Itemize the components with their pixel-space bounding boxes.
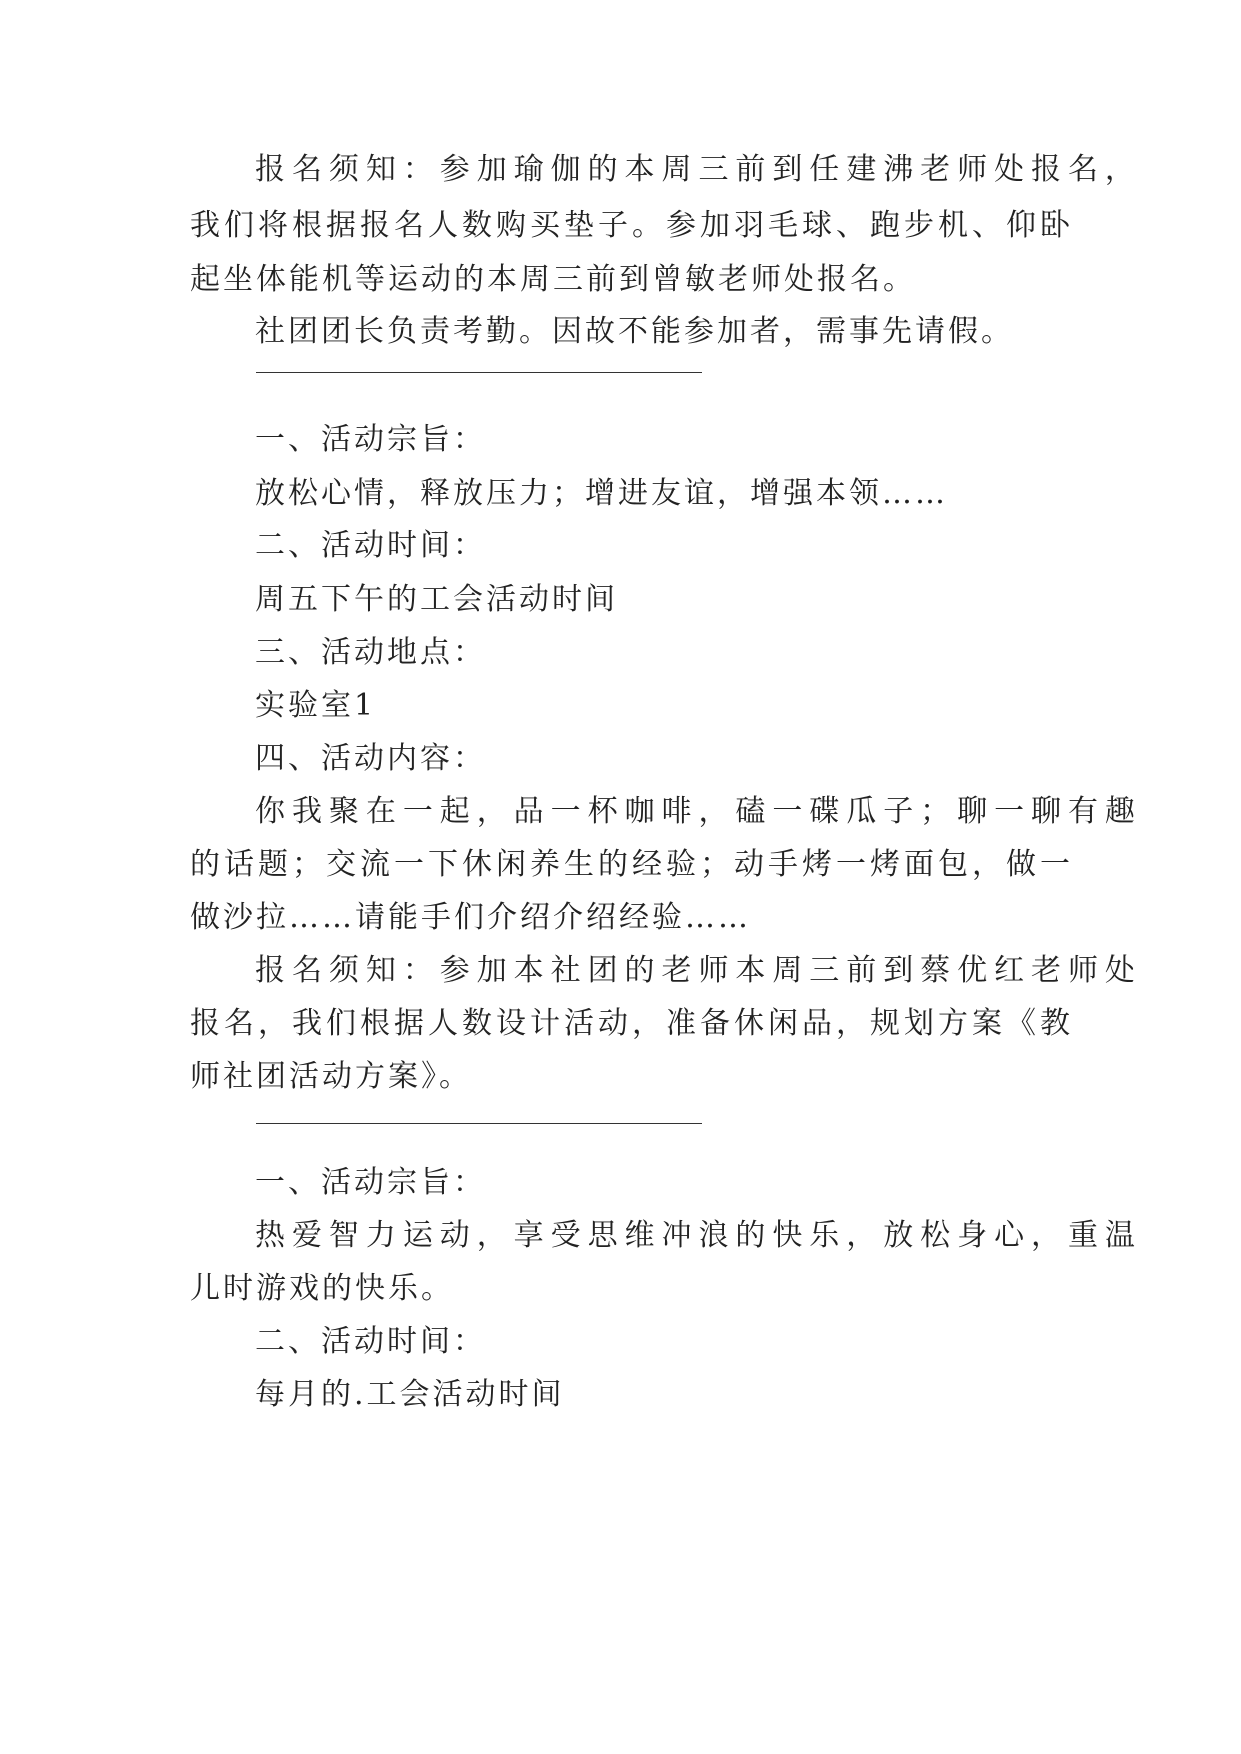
- text-line: 热 爱 智 力 运 动 ， 享 受 思 维 冲 浪 的 快 乐 ， 放 松 身 心 ， 重 温: [255, 1218, 1135, 1253]
- heading-time: 二、活动时间：: [255, 1324, 486, 1359]
- heading-location: 三、活动地点：: [255, 635, 486, 670]
- text-line: 起坐体能机等运动的本周三前到曾敏老师处报名。: [190, 262, 916, 297]
- text-line: 社团团长负责考勤。因故不能参加者，需事先请假。: [255, 314, 1014, 349]
- text-line: 你 我 聚 在 一 起 ， 品 一 杯 咖 啡 ， 磕 一 碟 瓜 子 ； 聊 一 聊 有 趣: [255, 794, 1135, 829]
- text-line: 师社团活动方案》。: [190, 1059, 472, 1094]
- text-line: 每月的.工会活动时间: [255, 1377, 565, 1412]
- section-divider: [256, 1123, 702, 1124]
- text-line: 做沙拉……请能手们介绍介绍经验……: [190, 900, 751, 935]
- text-line: 儿时游戏的快乐。: [190, 1271, 454, 1306]
- text-line: 放松心情，释放压力；增进友谊，增强本领……: [255, 476, 948, 511]
- text-line: 报 名 须 知 ： 参 加 本 社 团 的 老 师 本 周 三 前 到 蔡 优 红 老 师 处: [255, 953, 1135, 988]
- heading-time: 二、活动时间：: [255, 528, 486, 563]
- section-divider: [256, 372, 702, 373]
- text-line: 报 名 须 知 ： 参 加 瑜 伽 的 本 周 三 前 到 任 建 沸 老 师 处 报 名 ，: [255, 152, 1135, 187]
- text-line: 周五下午的工会活动时间: [255, 582, 618, 617]
- text-line: 实验室1: [255, 688, 377, 723]
- heading-purpose: 一、活动宗旨：: [255, 422, 486, 457]
- heading-purpose: 一、活动宗旨：: [255, 1165, 486, 1200]
- heading-content: 四、活动内容：: [255, 741, 486, 776]
- text-line: 的 话 题 ； 交 流 一 下 休 闲 养 生 的 经 验 ； 动 手 烤 一 烤 面 包 ， 做 一: [190, 847, 1070, 882]
- text-line: 报 名 ， 我 们 根 据 人 数 设 计 活 动 ， 准 备 休 闲 品 ， 规 划 方 案 《 教: [190, 1006, 1070, 1041]
- text-line: 我 们 将 根 据 报 名 人 数 购 买 垫 子 。 参 加 羽 毛 球 、 跑 步 机 、 仰 卧: [190, 208, 1070, 243]
